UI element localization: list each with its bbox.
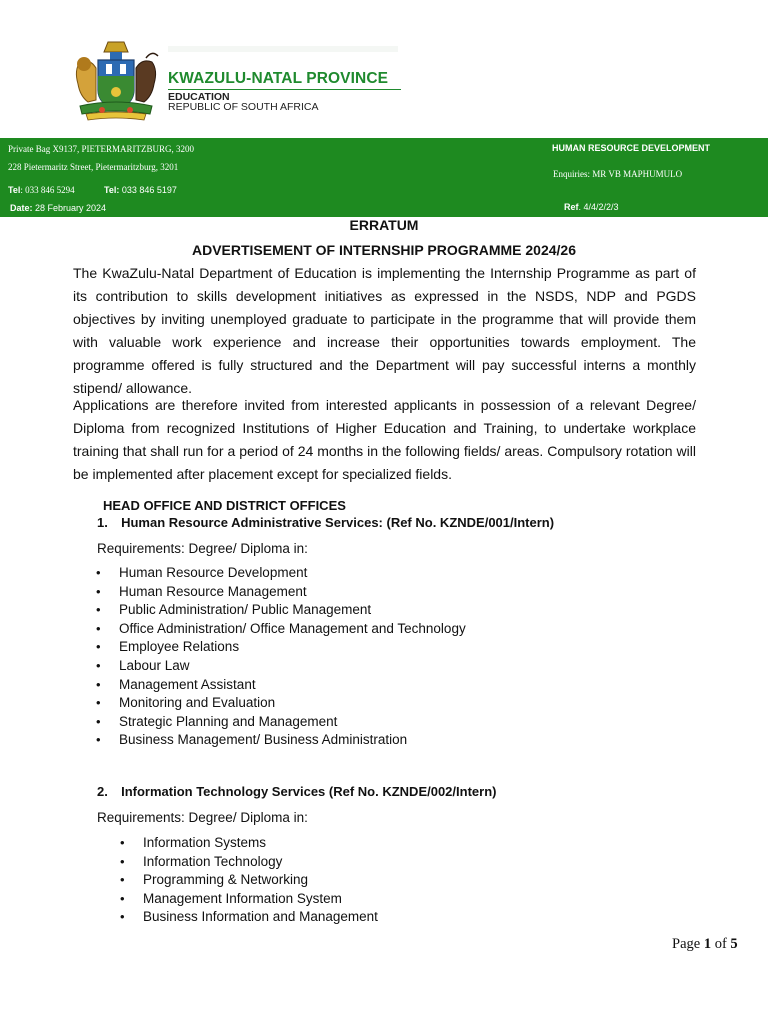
section-2-number: 2. (97, 784, 108, 799)
ref-label: Ref (564, 202, 579, 212)
list-item: • Business Information and Management (120, 908, 378, 927)
section-1-list (96, 564, 466, 750)
list-item: • Human Resource Development (96, 564, 466, 583)
list-item: • Management Assistant (96, 676, 466, 695)
of-word: of (711, 936, 731, 952)
reference-number (564, 197, 619, 215)
document-title: ADVERTISEMENT OF INTERNSHIP PROGRAMME 2024/26 (191, 242, 577, 258)
section-1-title: Human Resource Administrative Services: (Ref No. KZNDE/001/Intern) (121, 515, 555, 530)
telephone-2-value: 033 846 5197 (119, 185, 177, 195)
ref-value: . 4/4/2/2/3 (578, 202, 619, 212)
list-item: • Labour Law (96, 657, 466, 676)
section-1-number: 1. (97, 515, 108, 530)
section-2-list (120, 834, 378, 927)
list-item: • Business Management/ Business Administration (96, 731, 466, 750)
unit-name: HUMAN RESOURCE DEVELOPMENT (552, 143, 711, 153)
postal-address: Private Bag X9137, PIETERMARITZBURG, 3200 (8, 144, 194, 154)
province-rule-divider (168, 89, 401, 90)
date-value: 28 February 2024 (32, 203, 107, 213)
list-item: • Management Information System (120, 890, 378, 909)
telephone-1-label: Tel (8, 185, 21, 195)
list-item: • Employee Relations (96, 638, 466, 657)
contact-band (0, 138, 768, 217)
list-item: • Strategic Planning and Management (96, 713, 466, 732)
coat-of-arms-icon (72, 40, 160, 122)
province-name: KWAZULU-NATAL PROVINCE (168, 70, 389, 87)
telephone-2 (104, 180, 177, 198)
current-page: 1 (703, 936, 712, 952)
list-item: • Information Systems (120, 834, 378, 853)
telephone-1 (8, 180, 75, 198)
list-item: • Office Administration/ Office Management and Technology (96, 620, 466, 639)
section-1-requirements: Requirements: Degree/ Diploma in: (97, 541, 308, 556)
applications-paragraph: Applications are therefore invited from interested applicants in possession of a relevant Degree/ Diploma from recognized Institutions of Higher Education and Training, to undertake workplace training that shall run for a period of 24 months in the following fields/ areas. Compulsory rotation will be implemented after placement except for specialized fields. (73, 397, 696, 483)
page-word: Page (672, 936, 704, 952)
offices-heading: HEAD OFFICE AND DISTRICT OFFICES (103, 498, 346, 513)
section-2-requirements: Requirements: Degree/ Diploma in: (97, 810, 308, 825)
header-faint-line (168, 46, 398, 52)
street-address: 228 Pietermaritz Street, Pietermaritzburg, 3201 (8, 162, 179, 172)
list-item: • Human Resource Management (96, 583, 466, 602)
letter-date (10, 198, 106, 216)
list-item: • Public Administration/ Public Management (96, 601, 466, 620)
department-name: EDUCATION (168, 91, 230, 103)
section-1-heading (97, 515, 554, 530)
section-2-heading (97, 784, 496, 799)
total-pages: 5 (730, 936, 738, 952)
list-item: • Monitoring and Evaluation (96, 694, 466, 713)
page-number (672, 936, 738, 953)
date-label: Date: (10, 203, 33, 213)
enquiries-contact: Enquiries: MR VB MAPHUMULO (553, 169, 683, 179)
list-item: • Programming & Networking (120, 871, 378, 890)
telephone-1-value: : 033 846 5294 (20, 185, 75, 195)
erratum-heading: ERRATUM (349, 217, 419, 233)
telephone-2-label: Tel: (104, 185, 120, 195)
section-2-title: Information Technology Services (Ref No. KZNDE/002/Intern) (121, 784, 497, 799)
intro-paragraph: The KwaZulu-Natal Department of Education is implementing the Internship Programme as part of its contribution to skills development initiatives as expressed in the NSDS, NDP and PGDS objectives by inviting unemployed graduate to participate in the programme that will provide them with valuable work experience and increase their opportunities towards employment. The programme offered is fully structured and the Department will pay successful interns a monthly stipend/ allowance. (73, 265, 696, 397)
list-item: • Information Technology (120, 853, 378, 872)
republic-name: REPUBLIC OF SOUTH AFRICA (168, 101, 319, 113)
